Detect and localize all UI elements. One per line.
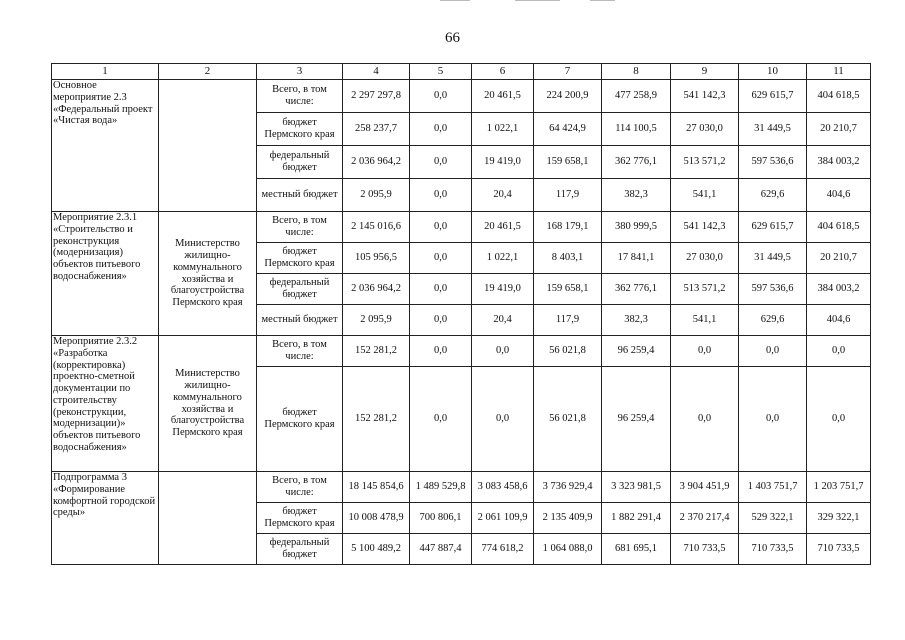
value-cell: 529 322,1 xyxy=(739,503,807,534)
program-name-cell: Основное мероприятие 2.3 «Федеральный проект «Чистая вода» xyxy=(52,80,159,212)
value-cell: 20,4 xyxy=(472,305,534,336)
column-header: 4 xyxy=(343,64,410,80)
value-cell: 64 424,9 xyxy=(534,113,602,146)
value-cell: 0,0 xyxy=(472,367,534,472)
value-cell: 31 449,5 xyxy=(739,113,807,146)
funding-source-cell: Всего, в том числе: xyxy=(257,212,343,243)
value-cell: 1 882 291,4 xyxy=(602,503,671,534)
responsible-cell: Министерство жилищно-коммунального хозяйства и благоустройства Пермского края xyxy=(159,212,257,336)
value-cell: 117,9 xyxy=(534,305,602,336)
value-cell: 3 736 929,4 xyxy=(534,472,602,503)
table-row xyxy=(52,472,871,503)
value-cell: 1 489 529,8 xyxy=(410,472,472,503)
value-cell: 0,0 xyxy=(410,305,472,336)
funding-source-cell: местный бюджет xyxy=(257,305,343,336)
value-cell: 0,0 xyxy=(410,243,472,274)
funding-source-cell: федеральный бюджет xyxy=(257,534,343,565)
program-name-cell: Мероприятие 2.3.2 «Разработка (корректировка) проектно-сметной документации по строительству (реконструкции, модернизации)» объектов питьевого водоснабжения» xyxy=(52,336,159,472)
value-cell: 404 618,5 xyxy=(807,80,871,113)
budget-table xyxy=(51,63,871,565)
value-cell: 0,0 xyxy=(472,336,534,367)
table-header-row xyxy=(52,64,871,80)
value-cell: 0,0 xyxy=(671,336,739,367)
page-number: 66 xyxy=(445,30,460,46)
program-name-cell: Подпрограмма 3 «Формирование комфортной городской среды» xyxy=(52,472,159,565)
value-cell: 20 461,5 xyxy=(472,80,534,113)
value-cell: 382,3 xyxy=(602,305,671,336)
value-cell: 710 733,5 xyxy=(807,534,871,565)
value-cell: 404,6 xyxy=(807,179,871,212)
funding-source-cell: Всего, в том числе: xyxy=(257,472,343,503)
funding-source-cell: бюджет Пермского края xyxy=(257,113,343,146)
value-cell: 384 003,2 xyxy=(807,274,871,305)
funding-source-cell: федеральный бюджет xyxy=(257,146,343,179)
value-cell: 96 259,4 xyxy=(602,336,671,367)
value-cell: 2 370 217,4 xyxy=(671,503,739,534)
value-cell: 513 571,2 xyxy=(671,274,739,305)
value-cell: 168 179,1 xyxy=(534,212,602,243)
value-cell: 382,3 xyxy=(602,179,671,212)
value-cell: 159 658,1 xyxy=(534,274,602,305)
funding-source-cell: местный бюджет xyxy=(257,179,343,212)
value-cell: 20,4 xyxy=(472,179,534,212)
value-cell: 0,0 xyxy=(410,113,472,146)
column-header: 9 xyxy=(671,64,739,80)
value-cell: 513 571,2 xyxy=(671,146,739,179)
value-cell: 629 615,7 xyxy=(739,212,807,243)
value-cell: 159 658,1 xyxy=(534,146,602,179)
value-cell: 117,9 xyxy=(534,179,602,212)
value-cell: 681 695,1 xyxy=(602,534,671,565)
value-cell: 2 095,9 xyxy=(343,305,410,336)
value-cell: 10 008 478,9 xyxy=(343,503,410,534)
column-header: 6 xyxy=(472,64,534,80)
value-cell: 20 461,5 xyxy=(472,212,534,243)
value-cell: 3 904 451,9 xyxy=(671,472,739,503)
value-cell: 19 419,0 xyxy=(472,274,534,305)
value-cell: 541 142,3 xyxy=(671,212,739,243)
responsible-cell xyxy=(159,80,257,212)
value-cell: 27 030,0 xyxy=(671,113,739,146)
program-name-cell: Мероприятие 2.3.1 «Строительство и реконструкция (модернизация) объектов питьевого водоснабжения» xyxy=(52,212,159,336)
value-cell: 700 806,1 xyxy=(410,503,472,534)
column-header: 7 xyxy=(534,64,602,80)
value-cell: 362 776,1 xyxy=(602,146,671,179)
value-cell: 597 536,6 xyxy=(739,274,807,305)
value-cell: 404 618,5 xyxy=(807,212,871,243)
value-cell: 0,0 xyxy=(410,212,472,243)
value-cell: 8 403,1 xyxy=(534,243,602,274)
funding-source-cell: федеральный бюджет xyxy=(257,274,343,305)
value-cell: 629 615,7 xyxy=(739,80,807,113)
funding-source-cell: бюджет Пермского края xyxy=(257,503,343,534)
value-cell: 0,0 xyxy=(410,179,472,212)
value-cell: 31 449,5 xyxy=(739,243,807,274)
value-cell: 224 200,9 xyxy=(534,80,602,113)
value-cell: 384 003,2 xyxy=(807,146,871,179)
value-cell: 447 887,4 xyxy=(410,534,472,565)
value-cell: 0,0 xyxy=(739,367,807,472)
value-cell: 2 036 964,2 xyxy=(343,146,410,179)
value-cell: 0,0 xyxy=(410,146,472,179)
value-cell: 56 021,8 xyxy=(534,367,602,472)
value-cell: 1 022,1 xyxy=(472,243,534,274)
column-header: 11 xyxy=(807,64,871,80)
value-cell: 258 237,7 xyxy=(343,113,410,146)
value-cell: 20 210,7 xyxy=(807,113,871,146)
value-cell: 2 145 016,6 xyxy=(343,212,410,243)
responsible-cell: Министерство жилищно-коммунального хозяйства и благоустройства Пермского края xyxy=(159,336,257,472)
column-header: 8 xyxy=(602,64,671,80)
value-cell: 0,0 xyxy=(671,367,739,472)
column-header: 3 xyxy=(257,64,343,80)
value-cell: 114 100,5 xyxy=(602,113,671,146)
value-cell: 2 135 409,9 xyxy=(534,503,602,534)
value-cell: 20 210,7 xyxy=(807,243,871,274)
value-cell: 0,0 xyxy=(807,367,871,472)
value-cell: 56 021,8 xyxy=(534,336,602,367)
value-cell: 152 281,2 xyxy=(343,336,410,367)
value-cell: 1 403 751,7 xyxy=(739,472,807,503)
funding-source-cell: Всего, в том числе: xyxy=(257,80,343,113)
value-cell: 2 036 964,2 xyxy=(343,274,410,305)
value-cell: 19 419,0 xyxy=(472,146,534,179)
value-cell: 629,6 xyxy=(739,305,807,336)
value-cell: 1 022,1 xyxy=(472,113,534,146)
column-header: 10 xyxy=(739,64,807,80)
funding-source-cell: Всего, в том числе: xyxy=(257,336,343,367)
value-cell: 0,0 xyxy=(410,274,472,305)
value-cell: 629,6 xyxy=(739,179,807,212)
value-cell: 404,6 xyxy=(807,305,871,336)
value-cell: 0,0 xyxy=(410,336,472,367)
value-cell: 2 061 109,9 xyxy=(472,503,534,534)
value-cell: 541,1 xyxy=(671,179,739,212)
value-cell: 2 297 297,8 xyxy=(343,80,410,113)
value-cell: 105 956,5 xyxy=(343,243,410,274)
value-cell: 0,0 xyxy=(410,80,472,113)
value-cell: 2 095,9 xyxy=(343,179,410,212)
value-cell: 541 142,3 xyxy=(671,80,739,113)
table-row xyxy=(52,212,871,243)
value-cell: 5 100 489,2 xyxy=(343,534,410,565)
value-cell: 362 776,1 xyxy=(602,274,671,305)
value-cell: 152 281,2 xyxy=(343,367,410,472)
column-header: 2 xyxy=(159,64,257,80)
value-cell: 710 733,5 xyxy=(739,534,807,565)
value-cell: 0,0 xyxy=(807,336,871,367)
responsible-cell xyxy=(159,472,257,565)
value-cell: 1 064 088,0 xyxy=(534,534,602,565)
value-cell: 477 258,9 xyxy=(602,80,671,113)
value-cell: 18 145 854,6 xyxy=(343,472,410,503)
value-cell: 541,1 xyxy=(671,305,739,336)
value-cell: 17 841,1 xyxy=(602,243,671,274)
value-cell: 3 323 981,5 xyxy=(602,472,671,503)
value-cell: 3 083 458,6 xyxy=(472,472,534,503)
funding-source-cell: бюджет Пермского края xyxy=(257,367,343,472)
value-cell: 1 203 751,7 xyxy=(807,472,871,503)
value-cell: 597 536,6 xyxy=(739,146,807,179)
value-cell: 0,0 xyxy=(739,336,807,367)
value-cell: 380 999,5 xyxy=(602,212,671,243)
value-cell: 27 030,0 xyxy=(671,243,739,274)
scan-artifact-marks xyxy=(420,0,620,2)
table-row xyxy=(52,336,871,367)
value-cell: 96 259,4 xyxy=(602,367,671,472)
value-cell: 710 733,5 xyxy=(671,534,739,565)
funding-source-cell: бюджет Пермского края xyxy=(257,243,343,274)
value-cell: 329 322,1 xyxy=(807,503,871,534)
value-cell: 774 618,2 xyxy=(472,534,534,565)
value-cell: 0,0 xyxy=(410,367,472,472)
column-header: 5 xyxy=(410,64,472,80)
table-row xyxy=(52,80,871,113)
column-header: 1 xyxy=(52,64,159,80)
